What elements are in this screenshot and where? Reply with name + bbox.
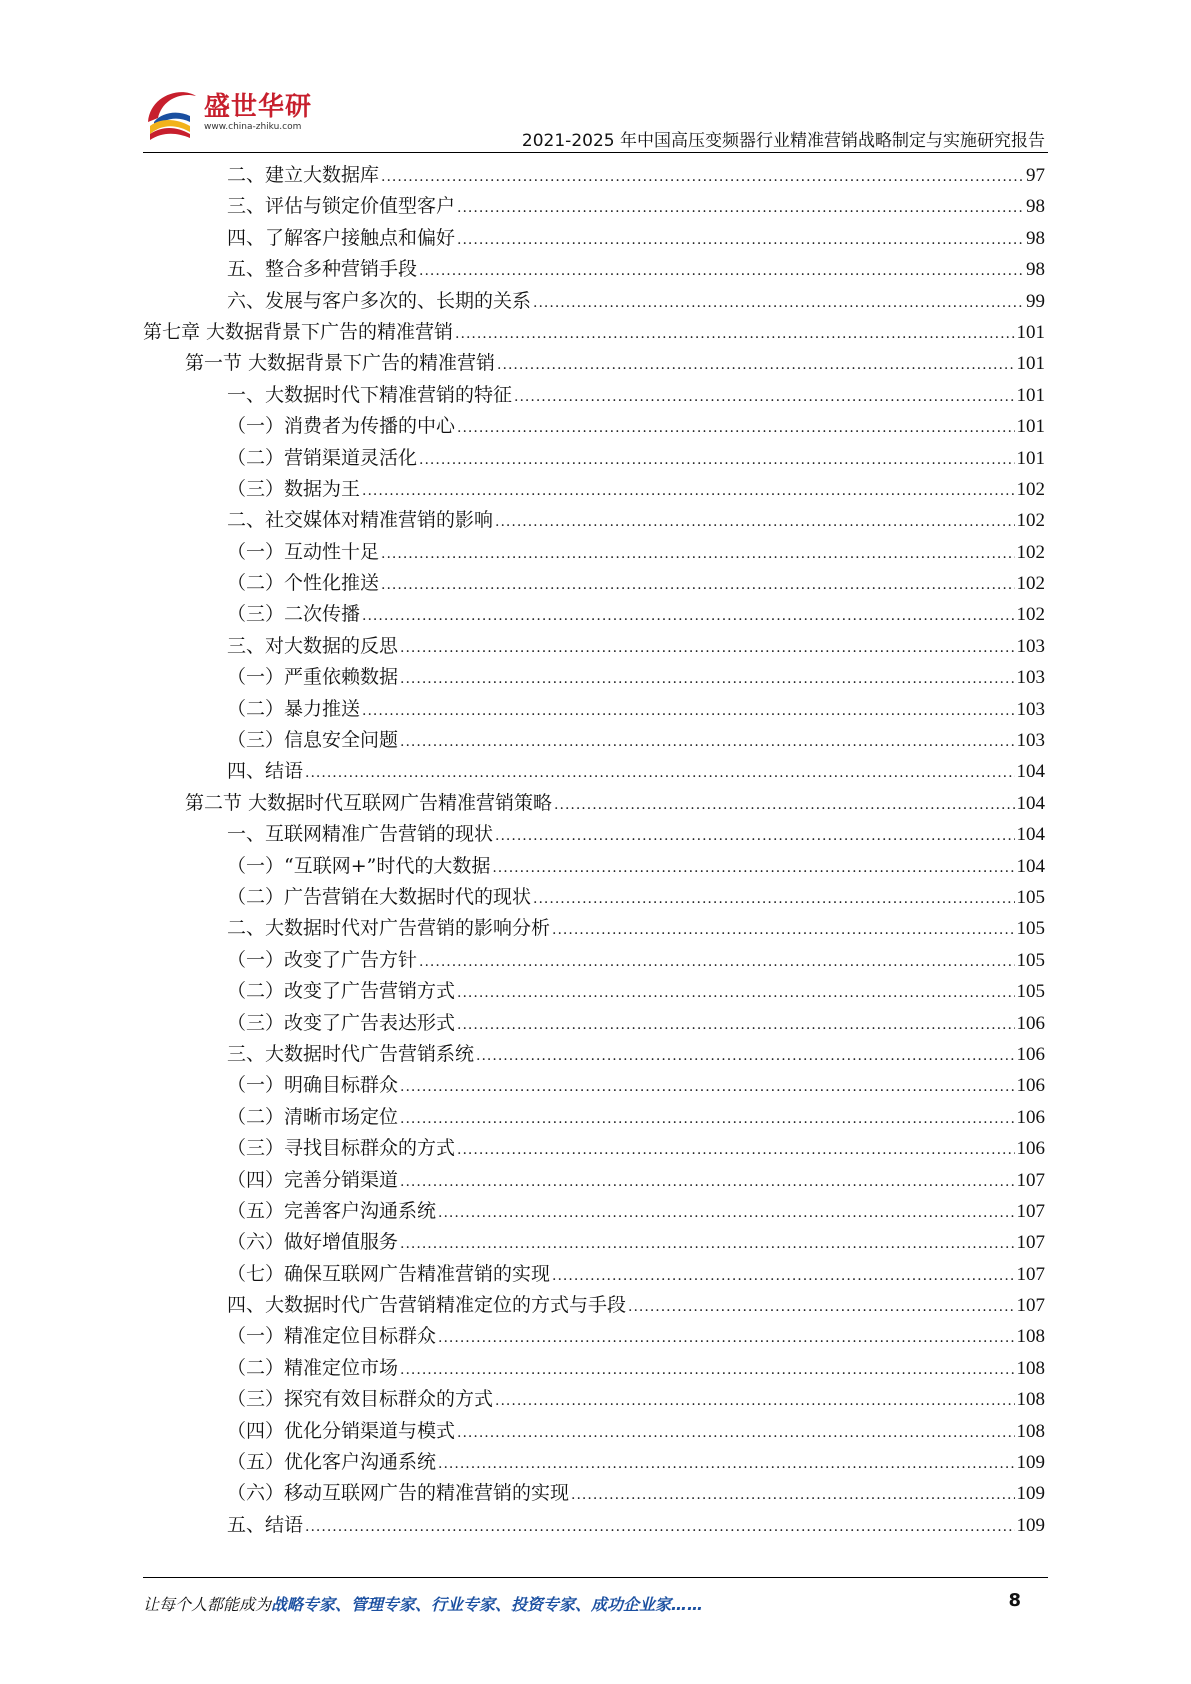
toc-entry[interactable]	[143, 631, 1045, 662]
toc-leader-dots	[552, 1261, 1014, 1292]
toc-entry[interactable]	[143, 851, 1045, 882]
toc-entry-title: （六）移动互联网广告的精准营销的实现	[227, 1482, 570, 1505]
toc-entry-page: 106	[1016, 1138, 1045, 1160]
toc-leader-dots	[419, 947, 1014, 978]
toc-entry-title: （一）消费者为传播的中心	[227, 415, 456, 438]
toc-entry-page: 105	[1016, 918, 1045, 940]
toc-entry[interactable]	[143, 1196, 1045, 1227]
toc-leader-dots	[552, 915, 1014, 946]
logo-text: 盛世华研	[204, 92, 313, 122]
toc-entry[interactable]	[143, 443, 1045, 474]
toc-entry-page: 101	[1016, 384, 1045, 406]
toc-entry[interactable]	[143, 1165, 1045, 1196]
toc-entry-page: 107	[1016, 1232, 1045, 1254]
footer-divider	[143, 1577, 1048, 1578]
toc-leader-dots	[381, 539, 1014, 570]
toc-entry-page: 107	[1016, 1200, 1045, 1222]
toc-entry-title: （二）精准定位市场	[227, 1356, 399, 1379]
toc-entry[interactable]	[143, 505, 1045, 536]
toc-entry-title: 三、大数据时代广告营销系统	[227, 1042, 475, 1065]
toc-entry[interactable]	[143, 1070, 1045, 1101]
toc-entry-title: 第一节 大数据背景下广告的精准营销	[185, 352, 496, 375]
toc-leader-dots	[497, 350, 1014, 381]
toc-entry-page: 107	[1016, 1295, 1045, 1317]
toc-entry-page: 102	[1016, 510, 1045, 532]
toc-entry[interactable]	[143, 882, 1045, 913]
toc-entry-title: （一）严重依赖数据	[227, 666, 399, 689]
toc-entry-page: 105	[1016, 981, 1045, 1003]
toc-entry-page: 108	[1016, 1420, 1045, 1442]
toc-entry[interactable]	[143, 1290, 1045, 1321]
toc-entry-page: 101	[1016, 447, 1045, 469]
toc-entry[interactable]	[143, 1416, 1045, 1447]
toc-entry[interactable]	[143, 380, 1045, 411]
toc-entry-title: （二）改变了广告营销方式	[227, 980, 456, 1003]
toc-entry-title: （一）精准定位目标群众	[227, 1325, 437, 1348]
toc-leader-dots	[305, 758, 1014, 789]
toc-entry-title: 六、发展与客户多次的、长期的关系	[227, 289, 532, 312]
toc-entry[interactable]	[143, 945, 1045, 976]
slogan-lead: 让每个人都能成为	[143, 1595, 272, 1614]
toc-leader-dots	[533, 288, 1024, 319]
toc-leader-dots	[455, 319, 1014, 350]
toc-entry-title: （三）改变了广告表达形式	[227, 1011, 456, 1034]
toc-entry[interactable]	[143, 694, 1045, 725]
toc-entry-page: 102	[1016, 478, 1045, 500]
toc-entry-page: 101	[1016, 321, 1045, 343]
toc-entry-page: 109	[1016, 1483, 1045, 1505]
toc-entry[interactable]	[143, 568, 1045, 599]
table-of-contents	[143, 160, 1045, 1541]
toc-entry-page: 104	[1016, 792, 1045, 814]
toc-entry[interactable]	[143, 1008, 1045, 1039]
toc-entry-title: （二）营销渠道灵活化	[227, 446, 418, 469]
toc-leader-dots	[457, 978, 1014, 1009]
toc-entry-title: 三、对大数据的反思	[227, 634, 399, 657]
toc-entry-page: 101	[1016, 416, 1045, 438]
toc-entry-page: 108	[1016, 1357, 1045, 1379]
toc-entry-page: 107	[1016, 1169, 1045, 1191]
toc-entry-page: 104	[1016, 761, 1045, 783]
toc-entry-page: 106	[1016, 1075, 1045, 1097]
toc-leader-dots	[400, 1229, 1014, 1260]
toc-entry-page: 98	[1026, 196, 1045, 218]
toc-entry-title: （一）“互联网+”时代的大数据	[227, 854, 491, 877]
slogan-highlight: 战略专家、管理专家、行业专家、投资专家、成功企业家……	[271, 1595, 704, 1614]
toc-leader-dots	[628, 1292, 1014, 1323]
toc-entry-page: 98	[1026, 259, 1045, 281]
toc-entry-title: （三）数据为王	[227, 477, 361, 500]
toc-leader-dots	[362, 696, 1014, 727]
toc-leader-dots	[457, 1010, 1014, 1041]
toc-entry[interactable]	[143, 756, 1045, 787]
toc-entry-title: 二、建立大数据库	[227, 164, 380, 186]
toc-entry-page: 106	[1016, 1106, 1045, 1128]
toc-leader-dots	[457, 225, 1024, 256]
toc-entry-title: （一）明确目标群众	[227, 1074, 399, 1097]
toc-entry-page: 101	[1016, 353, 1045, 375]
page-number: 8	[1008, 1590, 1021, 1611]
toc-entry-page: 102	[1016, 541, 1045, 563]
toc-leader-dots	[362, 476, 1014, 507]
toc-leader-dots	[305, 1512, 1014, 1543]
toc-entry-title: （七）确保互联网广告精准营销的实现	[227, 1262, 551, 1285]
toc-entry[interactable]	[143, 1478, 1045, 1509]
toc-entry-page: 109	[1016, 1514, 1045, 1536]
toc-entry-title: 四、了解客户接触点和偏好	[227, 226, 456, 249]
toc-entry-title: 四、大数据时代广告营销精准定位的方式与手段	[227, 1294, 627, 1317]
toc-leader-dots	[419, 445, 1014, 476]
toc-leader-dots	[438, 1198, 1014, 1229]
toc-entry[interactable]	[143, 1133, 1045, 1164]
toc-leader-dots	[457, 193, 1024, 224]
toc-entry-page: 107	[1016, 1263, 1045, 1285]
toc-leader-dots	[400, 1355, 1014, 1386]
toc-entry-title: （一）互动性十足	[227, 540, 380, 563]
toc-entry-title: （五）完善客户沟通系统	[227, 1199, 437, 1222]
toc-entry[interactable]	[143, 254, 1045, 285]
page-header	[0, 0, 1191, 160]
toc-entry-page: 103	[1016, 730, 1045, 752]
toc-entry-title: 三、评估与锁定价值型客户	[227, 195, 456, 218]
toc-entry-title: （二）清晰市场定位	[227, 1105, 399, 1128]
toc-entry-page: 102	[1016, 573, 1045, 595]
toc-leader-dots	[438, 1323, 1014, 1354]
toc-entry[interactable]	[143, 976, 1045, 1007]
logo-emblem-icon	[140, 82, 202, 144]
toc-entry-title: （五）优化客户沟通系统	[227, 1451, 437, 1474]
toc-entry-title: （四）完善分销渠道	[227, 1168, 399, 1191]
toc-entry-title: 一、互联网精准广告营销的现状	[227, 823, 494, 846]
toc-entry-title: （二）暴力推送	[227, 697, 361, 720]
logo-url: www.china-zhiku.com	[204, 122, 302, 132]
toc-leader-dots	[381, 570, 1014, 601]
footer-slogan	[143, 1592, 703, 1615]
toc-entry[interactable]	[143, 1227, 1045, 1258]
report-title: 2021-2025 年中国高压变频器行业精准营销战略制定与实施研究报告	[521, 131, 1045, 151]
toc-entry-title: （二）个性化推送	[227, 572, 380, 595]
toc-entry[interactable]	[143, 348, 1045, 379]
toc-entry-title: 第七章 大数据背景下广告的精准营销	[143, 320, 454, 343]
toc-entry[interactable]	[143, 599, 1045, 630]
toc-entry-title: （二）广告营销在大数据时代的现状	[227, 885, 532, 908]
company-logo	[140, 82, 340, 148]
toc-entry[interactable]	[143, 1321, 1045, 1352]
toc-entry[interactable]	[143, 223, 1045, 254]
toc-leader-dots	[495, 821, 1014, 852]
toc-entry-page: 102	[1016, 604, 1045, 626]
toc-leader-dots	[571, 1480, 1014, 1511]
toc-leader-dots	[457, 1418, 1014, 1449]
toc-entry[interactable]	[143, 1510, 1045, 1541]
toc-entry-title: （四）优化分销渠道与模式	[227, 1419, 456, 1442]
toc-entry-title: 五、整合多种营销手段	[227, 258, 418, 281]
toc-entry-page: 99	[1026, 290, 1045, 312]
toc-leader-dots	[400, 664, 1014, 695]
toc-entry-title: 四、结语	[227, 760, 304, 783]
toc-entry-title: 二、大数据时代对广告营销的影响分析	[227, 917, 551, 940]
toc-entry-page: 103	[1016, 635, 1045, 657]
toc-entry[interactable]	[143, 286, 1045, 317]
toc-leader-dots	[495, 1386, 1014, 1417]
toc-entry-page: 103	[1016, 698, 1045, 720]
toc-entry[interactable]	[143, 662, 1045, 693]
toc-entry-page: 108	[1016, 1389, 1045, 1411]
toc-entry-page: 103	[1016, 667, 1045, 689]
toc-leader-dots	[381, 162, 1024, 193]
toc-entry-page: 109	[1016, 1452, 1045, 1474]
toc-entry[interactable]	[143, 819, 1045, 850]
toc-leader-dots	[533, 884, 1014, 915]
toc-entry-page: 108	[1016, 1326, 1045, 1348]
toc-leader-dots	[400, 1167, 1014, 1198]
toc-entry[interactable]	[143, 317, 1045, 348]
toc-entry[interactable]	[143, 474, 1045, 505]
toc-entry[interactable]	[143, 191, 1045, 222]
toc-entry[interactable]	[143, 411, 1045, 442]
toc-entry-title: 二、社交媒体对精准营销的影响	[227, 509, 494, 532]
toc-leader-dots	[457, 1135, 1014, 1166]
toc-entry[interactable]	[143, 725, 1045, 756]
toc-leader-dots	[554, 790, 1014, 821]
toc-entry[interactable]	[143, 788, 1045, 819]
toc-entry-page: 104	[1016, 855, 1045, 877]
toc-entry-page: 98	[1026, 227, 1045, 249]
toc-entry-page: 106	[1016, 1043, 1045, 1065]
toc-entry-title: （三）二次传播	[227, 603, 361, 626]
toc-entry[interactable]	[143, 1384, 1045, 1415]
toc-entry[interactable]	[143, 537, 1045, 568]
toc-leader-dots	[400, 727, 1014, 758]
toc-leader-dots	[476, 1041, 1014, 1072]
toc-entry-page: 105	[1016, 949, 1045, 971]
toc-entry[interactable]	[143, 1447, 1045, 1478]
toc-entry-title: 第二节 大数据时代互联网广告精准营销策略	[185, 791, 553, 814]
toc-leader-dots	[514, 382, 1014, 413]
toc-leader-dots	[362, 601, 1014, 632]
toc-entry[interactable]	[143, 160, 1045, 191]
toc-entry-title: （三）寻找目标群众的方式	[227, 1137, 456, 1160]
toc-entry-page: 105	[1016, 886, 1045, 908]
toc-entry-title: 一、大数据时代下精准营销的特征	[227, 383, 513, 406]
toc-entry[interactable]	[143, 913, 1045, 944]
toc-leader-dots	[495, 507, 1014, 538]
toc-leader-dots	[400, 633, 1014, 664]
header-divider	[143, 152, 1048, 153]
toc-entry-page: 97	[1026, 165, 1045, 186]
toc-entry-title: 五、结语	[227, 1513, 304, 1536]
toc-entry[interactable]	[143, 1353, 1045, 1384]
toc-entry[interactable]	[143, 1259, 1045, 1290]
toc-entry[interactable]	[143, 1102, 1045, 1133]
toc-leader-dots	[400, 1072, 1014, 1103]
toc-leader-dots	[438, 1449, 1014, 1480]
toc-entry-title: （一）改变了广告方针	[227, 948, 418, 971]
toc-entry-title: （三）探究有效目标群众的方式	[227, 1388, 494, 1411]
toc-entry-page: 104	[1016, 824, 1045, 846]
toc-entry[interactable]	[143, 1039, 1045, 1070]
toc-entry-title: （六）做好增值服务	[227, 1231, 399, 1254]
toc-leader-dots	[400, 1104, 1014, 1135]
toc-entry-title: （三）信息安全问题	[227, 729, 399, 752]
toc-leader-dots	[492, 853, 1014, 884]
toc-leader-dots	[457, 413, 1014, 444]
toc-leader-dots	[419, 256, 1024, 287]
toc-entry-page: 106	[1016, 1012, 1045, 1034]
